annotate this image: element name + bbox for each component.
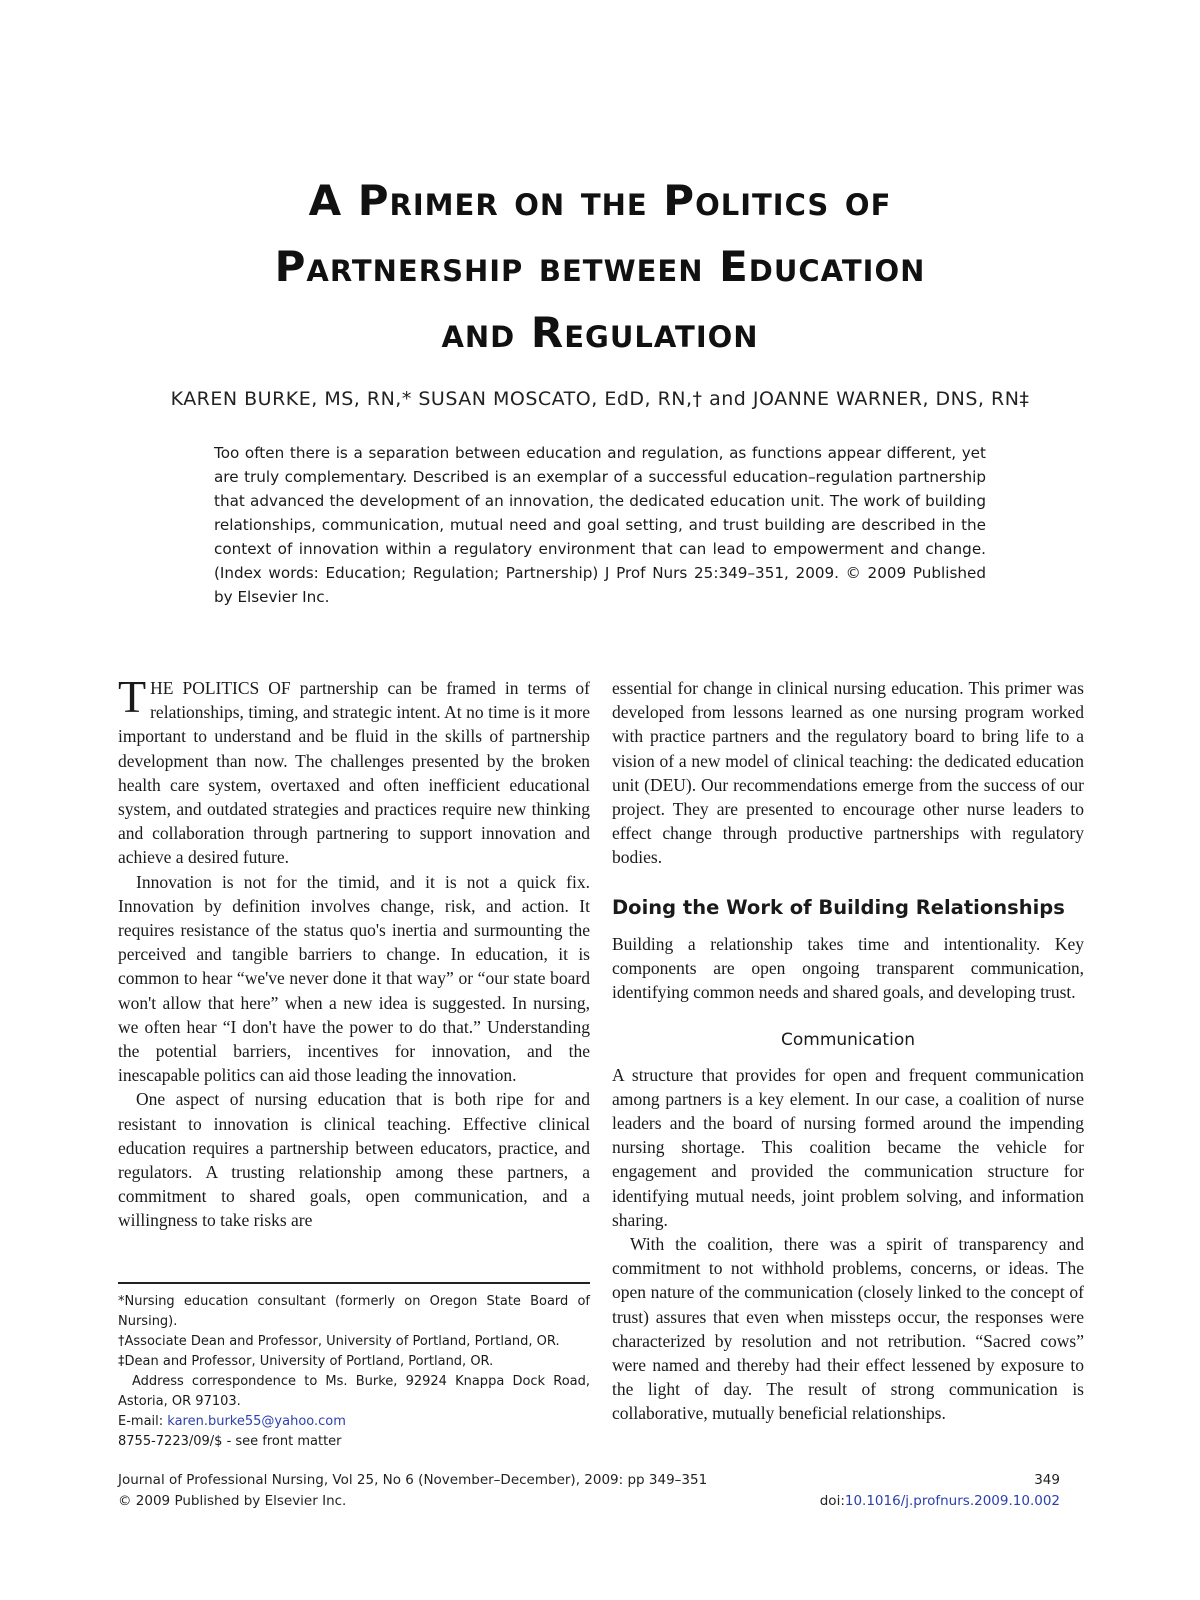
title-line-2: Partnership between Education xyxy=(274,242,926,291)
subsection-heading: Communication xyxy=(781,1030,915,1051)
footnote-affiliation: †Associate Dean and Professor, University of Portland, Portland, OR. xyxy=(118,1334,560,1349)
footnote-affiliation: *Nursing education consultant (formerly on Oregon State Board of Nursing). xyxy=(118,1294,590,1329)
body-paragraph: Building a relationship takes time and intentionality. Key components are open ongoing transparent communication, identifying common needs and shared goals, and developing trust. xyxy=(612,933,1084,1003)
footnote-correspondence: Address correspondence to Ms. Burke, 92924 Knappa Dock Road, Astoria, OR 97103. xyxy=(118,1374,590,1409)
doi-link[interactable]: 10.1016/j.profnurs.2009.10.002 xyxy=(844,1493,1060,1509)
intro-paragraph-text: HE POLITICS OF partnership can be framed in terms of relationships, timing, and strategic intent. At no time is it more important to understand and be fluid in the skills of partnership development than now. The challenges presented by the broken health care system, overtaxed and often inefficient educational system, and outdated strategies and practices require new thinking and collaboration through partnering to support innovation and achieve a desired future. xyxy=(118,678,590,868)
doi-line xyxy=(820,1491,1060,1512)
left-column xyxy=(118,671,590,1233)
footer-page-info xyxy=(820,1470,1060,1512)
email-label: E-mail: xyxy=(118,1414,168,1429)
footer-copyright: © 2009 Published by Elsevier Inc. xyxy=(118,1493,347,1509)
footnote-issn: 8755-7223/09/$ - see front matter xyxy=(118,1434,342,1449)
doi-prefix: doi: xyxy=(819,1493,845,1509)
abstract: Too often there is a separation between education and regulation, as functions appear different, yet are truly complementary. Described is an exemplar of a successful education–regulation partnership that advanced the development of an innovation, the dedicated education unit. The work of building relationships, communication, mutual need and goal setting, and trust building are described in the context of innovation within a regulatory environment that can lead to empowerment and change. (Index words: Education; Regulation; Partnership) J Prof Nurs 25:349–351, 2009. © 2009 Published by Elsevier Inc. xyxy=(214,444,986,606)
footer-citation xyxy=(118,1470,707,1512)
footnotes xyxy=(118,1292,590,1452)
body-paragraph: Innovation is not for the timid, and it is not a quick fix. Innovation by definition involves change, risk, and action. It requires resistance of the status quo's inertia and surmounting the perceived and tangible barriers to change. In education, it is common to hear “we've never done it that way” or “our state board won't allow that here” when a new idea is suggested. In nursing, we often hear “I don't have the power to do that.” Understanding the potential barriers, incentives for innovation, and the inescapable politics can aid those leading the innovation. xyxy=(118,871,590,1086)
drop-cap: T xyxy=(118,671,147,722)
article-title xyxy=(0,168,1200,366)
title-line-1: A Primer on the Politics of xyxy=(308,176,892,225)
body-paragraph: With the coalition, there was a spirit of transparency and commitment to not withhold problems, concerns, or ideas. The open nature of the communication (closely linked to the concept of trust) assures that even when missteps occur, the responses were characterized by resolution and not retribution. “Sacred cows” were named and thereby had their effect lessened by exposure to the light of day. The result of strong communication is collaborative, mutually beneficial relationships. xyxy=(612,1234,1084,1424)
footnote-affiliation: ‡Dean and Professor, University of Portland, Portland, OR. xyxy=(118,1354,494,1369)
footnote-email xyxy=(118,1412,590,1432)
body-paragraph-continued: essential for change in clinical nursing education. This primer was developed from lessons learned as one nursing program worked with practice partners and the regulatory board to bring life to a vision of a new model of clinical teaching: the dedicated education unit (DEU). Our recommendations emerge from the success of our project. They are presented to encourage other nurse leaders to effect change through productive partnerships with regulatory bodies. xyxy=(612,678,1084,868)
email-link[interactable]: karen.burke55@yahoo.com xyxy=(167,1414,346,1429)
section-heading: Doing the Work of Building Relationships xyxy=(612,895,1065,919)
right-column xyxy=(612,676,1084,1426)
intro-paragraph xyxy=(118,671,590,870)
footnote-divider xyxy=(118,1282,590,1284)
body-paragraph: One aspect of nursing education that is both ripe for and resistant to innovation is clinical teaching. Effective clinical education requires a partnership between educators, practice, and regulators. A trusting relationship among these partners, a commitment to shared goals, open communication, and a willingness to take risks are xyxy=(118,1089,590,1231)
author-list: KAREN BURKE, MS, RN,* SUSAN MOSCATO, EdD, RN,† and JOANNE WARNER, DNS, RN‡ xyxy=(170,388,1030,410)
body-paragraph: A structure that provides for open and frequent communication among partners is a key element. In our case, a coalition of nurse leaders and the board of nursing formed around the impending nursing shortage. This coalition became the vehicle for engagement and provided the communication structure for identifying mutual needs, joint problem solving, and information sharing. xyxy=(612,1064,1084,1230)
title-line-3: and Regulation xyxy=(441,308,759,357)
page-number: 349 xyxy=(1034,1472,1060,1488)
journal-citation: Journal of Professional Nursing, Vol 25, No 6 (November–December), 2009: pp 349–351 xyxy=(118,1472,708,1488)
